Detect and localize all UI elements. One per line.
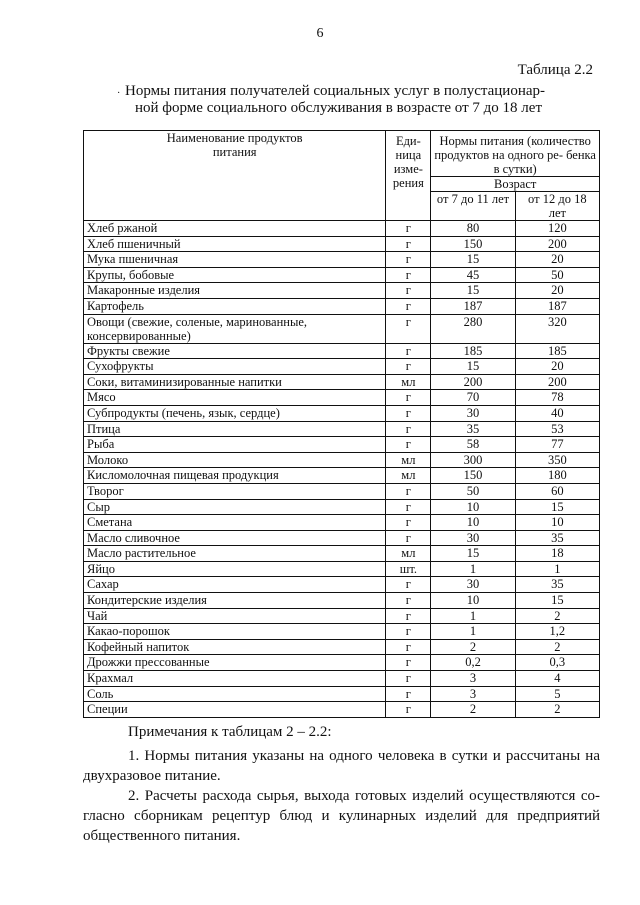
cell-product-name: Яйцо	[84, 561, 386, 577]
table-row	[84, 546, 600, 562]
cell-unit: г	[386, 577, 431, 593]
cell-product-name: Чай	[84, 608, 386, 624]
cell-unit: г	[386, 267, 431, 283]
cell-value-age-12-18: 180	[515, 468, 599, 484]
table-row	[84, 686, 600, 702]
cell-value-age-12-18: 40	[515, 405, 599, 421]
cell-value-age-12-18: 10	[515, 515, 599, 531]
cell-unit: г	[386, 483, 431, 499]
cell-value-age-7-11: 15	[431, 283, 515, 299]
table-row	[84, 252, 600, 268]
table-title-line-1: Нормы питания получателей социальных услуг в полустационар-	[125, 83, 546, 99]
table-row	[84, 343, 600, 359]
table-row	[84, 314, 600, 343]
table-row	[84, 283, 600, 299]
cell-value-age-12-18: 53	[515, 421, 599, 437]
cell-value-age-7-11: 150	[431, 468, 515, 484]
cell-value-age-12-18: 78	[515, 390, 599, 406]
header-unit: Еди- ница изме- рения	[386, 131, 431, 221]
table-row	[84, 499, 600, 515]
table-row	[84, 267, 600, 283]
cell-product-name: Соки, витаминизированные напитки	[84, 374, 386, 390]
cell-value-age-12-18: 35	[515, 577, 599, 593]
cell-value-age-7-11: 1	[431, 608, 515, 624]
cell-unit: г	[386, 608, 431, 624]
table-row	[84, 483, 600, 499]
cell-product-name: Сметана	[84, 515, 386, 531]
cell-value-age-7-11: 200	[431, 374, 515, 390]
cell-product-name: Картофель	[84, 298, 386, 314]
cell-value-age-7-11: 45	[431, 267, 515, 283]
cell-unit: мл	[386, 374, 431, 390]
cell-value-age-12-18: 77	[515, 437, 599, 453]
cell-value-age-12-18: 15	[515, 499, 599, 515]
cell-unit: г	[386, 221, 431, 237]
cell-unit: шт.	[386, 561, 431, 577]
note-item-1: 1. Нормы питания указаны на одного человека в сутки и рассчитаны на двухразовое питание.	[83, 748, 600, 784]
cell-value-age-7-11: 80	[431, 221, 515, 237]
cell-unit: мл	[386, 452, 431, 468]
cell-value-age-12-18: 18	[515, 546, 599, 562]
cell-product-name: Сахар	[84, 577, 386, 593]
cell-unit: г	[386, 639, 431, 655]
cell-value-age-7-11: 150	[431, 236, 515, 252]
cell-product-name: Дрожжи прессованные	[84, 655, 386, 671]
cell-unit: г	[386, 499, 431, 515]
cell-unit: мл	[386, 468, 431, 484]
cell-product-name: Соль	[84, 686, 386, 702]
cell-value-age-7-11: 30	[431, 577, 515, 593]
cell-product-name: Хлеб пшеничный	[84, 236, 386, 252]
cell-value-age-7-11: 3	[431, 686, 515, 702]
cell-unit: г	[386, 252, 431, 268]
cell-product-name: Сыр	[84, 499, 386, 515]
cell-product-name: Крахмал	[84, 671, 386, 687]
header-norms: Нормы питания (количество продуктов на одного ре- бенка в сутки)	[431, 131, 600, 177]
cell-value-age-7-11: 58	[431, 437, 515, 453]
cell-unit: г	[386, 437, 431, 453]
cell-unit: г	[386, 298, 431, 314]
table-row	[84, 639, 600, 655]
cell-value-age-12-18: 185	[515, 343, 599, 359]
cell-value-age-7-11: 15	[431, 252, 515, 268]
header-age-7-11: от 7 до 11 лет	[431, 192, 515, 221]
cell-value-age-12-18: 2	[515, 608, 599, 624]
table-title	[125, 83, 585, 117]
cell-value-age-7-11: 15	[431, 546, 515, 562]
cell-value-age-7-11: 185	[431, 343, 515, 359]
cell-value-age-7-11: 10	[431, 593, 515, 609]
cell-value-age-7-11: 1	[431, 561, 515, 577]
table-row	[84, 561, 600, 577]
cell-unit: г	[386, 405, 431, 421]
table-row	[84, 390, 600, 406]
page-number: 6	[316, 26, 324, 41]
cell-unit: г	[386, 283, 431, 299]
cell-value-age-7-11: 2	[431, 702, 515, 718]
header-age-12-18: от 12 до 18 лет	[515, 192, 599, 221]
cell-value-age-12-18: 2	[515, 639, 599, 655]
cell-unit: г	[386, 702, 431, 718]
cell-value-age-7-11: 10	[431, 515, 515, 531]
cell-value-age-12-18: 2	[515, 702, 599, 718]
cell-product-name: Мука пшеничная	[84, 252, 386, 268]
bullet-mark-icon: ·	[117, 88, 121, 99]
cell-product-name: Специи	[84, 702, 386, 718]
cell-value-age-7-11: 300	[431, 452, 515, 468]
table-label: Таблица 2.2	[517, 62, 593, 78]
cell-value-age-12-18: 320	[515, 314, 599, 343]
cell-value-age-12-18: 50	[515, 267, 599, 283]
table-row	[84, 374, 600, 390]
table-row	[84, 452, 600, 468]
cell-unit: мл	[386, 546, 431, 562]
cell-product-name: Кисломолочная пищевая продукция	[84, 468, 386, 484]
cell-value-age-7-11: 30	[431, 405, 515, 421]
cell-value-age-12-18: 20	[515, 283, 599, 299]
cell-unit: г	[386, 530, 431, 546]
cell-value-age-12-18: 60	[515, 483, 599, 499]
table-row	[84, 624, 600, 640]
cell-product-name: Хлеб ржаной	[84, 221, 386, 237]
cell-value-age-12-18: 1,2	[515, 624, 599, 640]
table-row	[84, 530, 600, 546]
cell-product-name: Овощи (свежие, соленые, маринованные, консервированные)	[84, 314, 386, 343]
cell-unit: г	[386, 343, 431, 359]
cell-value-age-12-18: 20	[515, 252, 599, 268]
cell-product-name: Молоко	[84, 452, 386, 468]
cell-value-age-12-18: 4	[515, 671, 599, 687]
cell-unit: г	[386, 236, 431, 252]
cell-unit: г	[386, 686, 431, 702]
cell-product-name: Кондитерские изделия	[84, 593, 386, 609]
notes-section	[83, 722, 600, 846]
cell-product-name: Птица	[84, 421, 386, 437]
table-title-line-2: ной форме социального обслуживания в возрасте от 7 до 18 лет	[135, 100, 542, 116]
table-row	[84, 421, 600, 437]
table-row	[84, 236, 600, 252]
cell-value-age-7-11: 1	[431, 624, 515, 640]
table-row	[84, 437, 600, 453]
cell-value-age-12-18: 187	[515, 298, 599, 314]
cell-unit: г	[386, 390, 431, 406]
table-row	[84, 468, 600, 484]
notes-heading: Примечания к таблицам 2 – 2.2:	[128, 724, 332, 740]
cell-value-age-12-18: 5	[515, 686, 599, 702]
cell-value-age-7-11: 70	[431, 390, 515, 406]
table-row	[84, 577, 600, 593]
cell-value-age-7-11: 50	[431, 483, 515, 499]
table-row	[84, 593, 600, 609]
table-body	[84, 221, 600, 718]
table-row	[84, 359, 600, 375]
table-row	[84, 608, 600, 624]
cell-value-age-7-11: 2	[431, 639, 515, 655]
cell-product-name: Мясо	[84, 390, 386, 406]
cell-unit: г	[386, 515, 431, 531]
note-item-2: 2. Расчеты расхода сырья, выхода готовых изделий осуществляются со- гласно сборникам рецептур блюд и кулинарных изделий для предприятий общественного питания.	[83, 788, 600, 844]
cell-value-age-12-18: 350	[515, 452, 599, 468]
cell-product-name: Рыба	[84, 437, 386, 453]
cell-value-age-12-18: 0,3	[515, 655, 599, 671]
header-age: Возраст	[431, 177, 600, 192]
cell-unit: г	[386, 655, 431, 671]
cell-product-name: Фрукты свежие	[84, 343, 386, 359]
cell-product-name: Макаронные изделия	[84, 283, 386, 299]
table-row	[84, 221, 600, 237]
table-row	[84, 655, 600, 671]
header-product-name: Наименование продуктов питания	[84, 131, 386, 221]
cell-value-age-7-11: 280	[431, 314, 515, 343]
cell-value-age-12-18: 200	[515, 236, 599, 252]
cell-value-age-7-11: 187	[431, 298, 515, 314]
cell-unit: г	[386, 359, 431, 375]
cell-value-age-12-18: 200	[515, 374, 599, 390]
cell-product-name: Масло сливочное	[84, 530, 386, 546]
cell-value-age-12-18: 120	[515, 221, 599, 237]
table-row	[84, 702, 600, 718]
cell-value-age-7-11: 35	[431, 421, 515, 437]
cell-product-name: Какао-порошок	[84, 624, 386, 640]
cell-value-age-7-11: 3	[431, 671, 515, 687]
cell-unit: г	[386, 314, 431, 343]
cell-value-age-7-11: 10	[431, 499, 515, 515]
cell-product-name: Сухофрукты	[84, 359, 386, 375]
cell-value-age-7-11: 0,2	[431, 655, 515, 671]
table-row	[84, 671, 600, 687]
cell-unit: г	[386, 593, 431, 609]
cell-unit: г	[386, 624, 431, 640]
cell-product-name: Творог	[84, 483, 386, 499]
cell-product-name: Кофейный напиток	[84, 639, 386, 655]
cell-product-name: Крупы, бобовые	[84, 267, 386, 283]
table-row	[84, 515, 600, 531]
cell-unit: г	[386, 421, 431, 437]
cell-value-age-12-18: 20	[515, 359, 599, 375]
cell-value-age-7-11: 15	[431, 359, 515, 375]
table-row	[84, 405, 600, 421]
nutrition-norms-table	[83, 130, 600, 718]
cell-value-age-12-18: 35	[515, 530, 599, 546]
cell-value-age-7-11: 30	[431, 530, 515, 546]
cell-product-name: Масло растительное	[84, 546, 386, 562]
table-row	[84, 298, 600, 314]
cell-unit: г	[386, 671, 431, 687]
cell-value-age-12-18: 1	[515, 561, 599, 577]
cell-value-age-12-18: 15	[515, 593, 599, 609]
cell-product-name: Субпродукты (печень, язык, сердце)	[84, 405, 386, 421]
